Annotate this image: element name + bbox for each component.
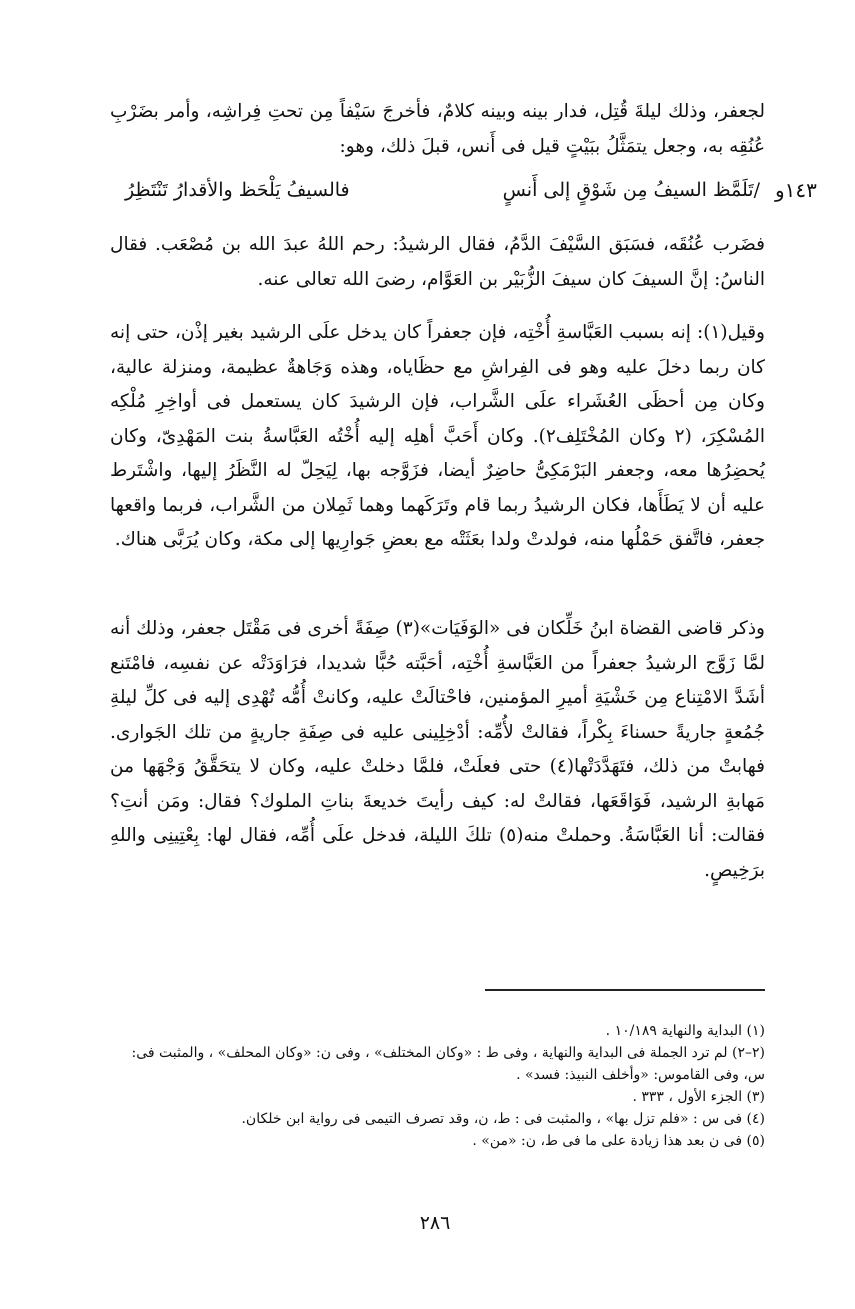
footnotes xyxy=(110,1020,765,1152)
paragraph-2: فضَرب عُنُقَه، فسَبَق السَّيْفَ الدَّمُ، فقال الرشيدُ: رحم اللهُ عبدَ الله بن مُصْعَب. فقال الناسُ: إنَّ السيفَ كان سيفَ الزُّبَيْر بن العَوَّام، رضىَ الله تعالى عنه. xyxy=(110,234,765,290)
page-number: ٢٨٦ xyxy=(419,1212,451,1234)
margin-folio-mark: ١٤٣و xyxy=(775,178,817,202)
footnote-separator xyxy=(485,989,765,991)
poem-verse xyxy=(125,174,760,206)
footnote-3: (٣) الجزء الأول ، ٣٣٣ . xyxy=(632,1089,765,1105)
footnote-2: (٢–٢) لم ترد الجملة فى البداية والنهاية ، وفى ط : «وكان المختلف» ، وفى ن: «وكان المحلف» ، والمثبت فى: س، وفى القاموس: «وأخلف النبيذ: فسد» . xyxy=(131,1045,765,1083)
verse-second-hemistich: فالسيفُ يَلْحَظ والأقدارُ تَنْتَظِرُ xyxy=(125,179,350,201)
footnote-5: (٥) فى ن بعد هذا زيادة على ما فى ط، ن: «من» . xyxy=(472,1133,765,1149)
verse-first-hemistich: /تَلَمَّظ السيفُ مِن شَوْقٍ إلى أَنسٍ xyxy=(502,179,760,201)
paragraph-1: لجعفر، وذلك ليلةَ قُتِل، فدار بينه وبينه كلامٌ، فأخرجَ سَيْفاً مِن تحتِ فِراشِه، وأمر بضَرْبِ عُنُقِه به، وجعل يتمَثَّلُ ببَيْتٍ قيل فى أَنس، قبلَ ذلك، وهو: xyxy=(110,101,765,157)
footnote-4: (٤) فى س : «فلم تزل بها» ، والمثبت فى : ط، ن، وقد تصرف التيمى فى رواية ابن خلكان. xyxy=(241,1111,765,1127)
paragraph-3: وقيل(١): إنه بسبب العَبَّاسةِ أُخْتِه، فإن جعفراً كان يدخل علَى الرشيد بغير إذْن، حتى إنه كان ربما دخلَ عليه وهو فى الفِراشِ مع حظَاياه، وهذه وَجَاهةٌ عظيمة، ومنزلة عالية، وكان مِن أحظَى العُشَراء علَى الشَّراب، فإن الرشيدَ كان يستعمل فى أواخِرِ مُلْكِه المُسْكِرَ، (٢ وكان المُخْتَلِف٢). وكان أَحَبَّ أهلِه إليه أُخْتُه العَبَّاسةُ بنت المَهْدِىّ، وكان يُحضِرُها معه، وجعفر البَرْمَكِىُّ حاضِرٌ أيضا، فزَوَّجه بها، لِيَحِلّ له النَّظَرُ إليها، واشْتَرط عليه أن لا يَطَأَها، فكان الرشيدُ ربما قام وتَرَكَهما وهما ثَمِلان من الشَّراب، فربما واقعها جعفر، فاتَّفق حَمْلُها منه، فولدتْ ولدا بعَثَتْه مع بعضِ جَوارِيها إلى مكة، وكان يُرَبَّى هناك. xyxy=(110,322,766,550)
paragraph-4: وذكر قاضى القضاة ابنُ خَلِّكان فى «الوَفَيَات»(٣) صِفَةً أخرى فى مَقْتَل جعفر، وذلك أنه لمَّا زَوَّج الرشيدُ جعفراً من العَبَّاسةِ أُخْتِه، أحَبَّته حُبًّا شديدا، فرَاوَدَتْه عن نفسِه، فامْتَنع أشَدَّ الامْتِناع مِن خَشْيَةِ أميرِ المؤمنين، فاحْتالَتْ عليه، وكانتْ أُمُّه تُهْدِى إليه فى كلِّ ليلةِ جُمُعةٍ جاريةً حسناءَ بِكْراً، فقالتْ لأُمِّه: أدْخِلِينى عليه فى صِفَةِ جاريةٍ من تلك الجَوارى. فهابتْ من ذلك، فتَهَدَّدَتْها(٤) حتى فعلَتْ، فلمَّا دخلتْ عليه، وكان لا يتحَقَّقُ وَجْهَها من مَهابةِ الرشيد، فَوَاقَعَها، فقالتْ له: كيف رأيتَ خديعةَ بناتِ الملوك؟ فقال: ومَن أنتِ؟ فقالت: أنا العَبَّاسَةُ. وحملتْ منه(٥) تلكَ الليلة، فدخل علَى أُمِّه، فقال لها: بِعْتِينِى واللهِ برَخِيصٍ. xyxy=(110,618,766,881)
footnote-1: (١) البداية والنهاية ١٠/١٨٩ . xyxy=(605,1023,765,1039)
